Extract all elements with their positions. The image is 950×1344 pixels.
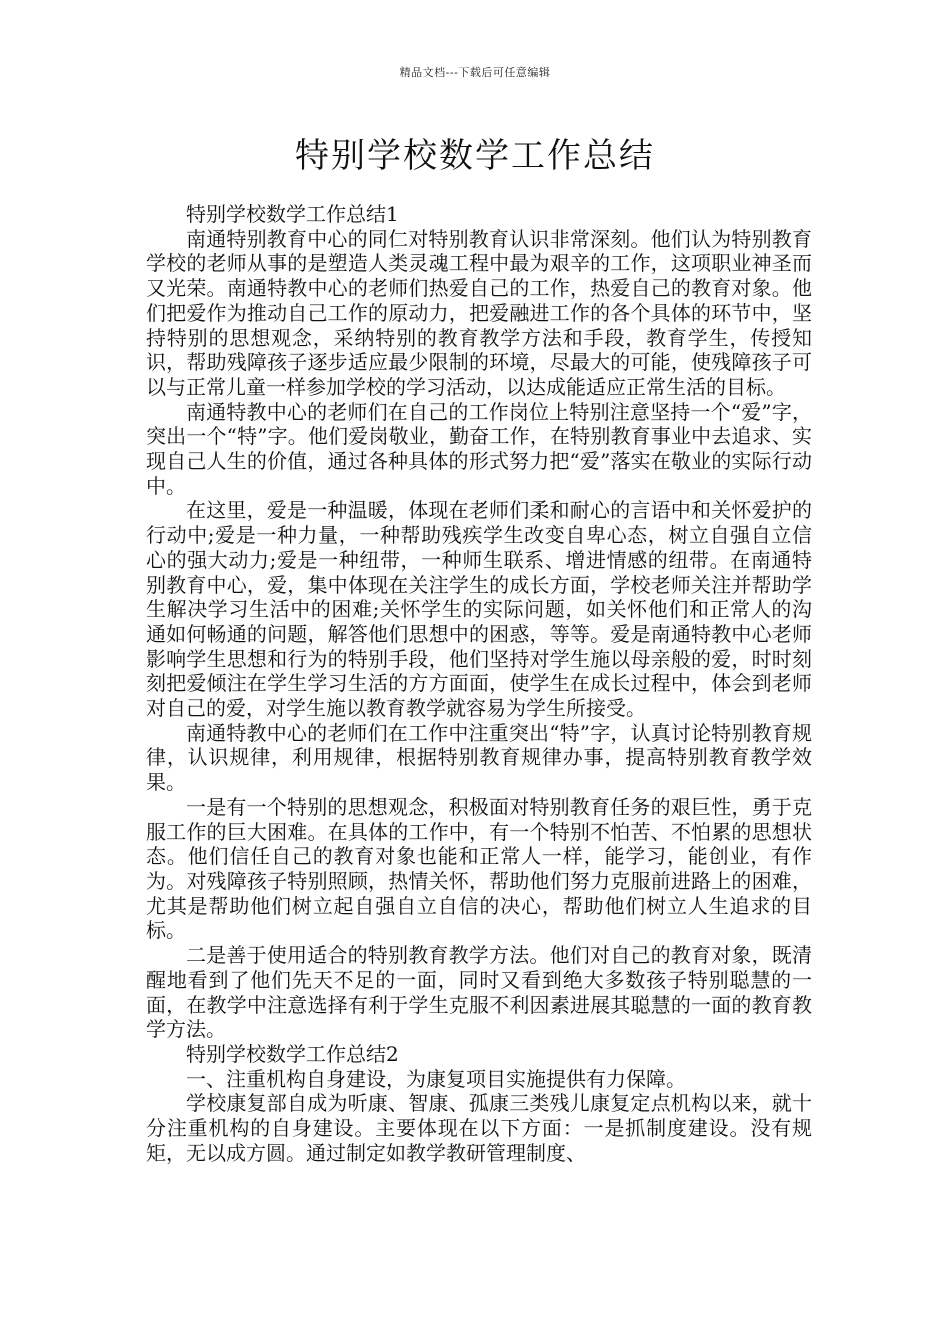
document-title: 特别学校数学工作总结 bbox=[295, 136, 655, 176]
paragraph: 一是有一个特别的思想观念，积极面对特别教育任务的艰巨性，勇于克服工作的巨大困难。在具体的工作中，有一个特别不怕苦、不怕累的思想状态。他们信任自己的教育对象也能和正常人一样，能学习，能创业，有作为。对残障孩子特别照顾，热情关怀，帮助他们努力克服前进路上的困难，尤其是帮助他们树立起自强自立自信的决心，帮助他们树立人生追求的目标。 bbox=[146, 794, 812, 943]
section-heading-2: 特别学校数学工作总结2 bbox=[186, 1041, 399, 1066]
document-body bbox=[146, 202, 812, 1165]
paragraph: 二是善于使用适合的特别教育教学方法。他们对自己的教育对象，既清醒地看到了他们先天不足的一面，同时又看到绝大多数孩子特别聪慧的一面，在教学中注意选择有利于学生克服不利因素进展其聪慧的一面的教育教学方法。 bbox=[146, 943, 812, 1042]
paragraph: 学校康复部自成为听康、智康、孤康三类残儿康复定点机构以来，就十分注重机构的自身建设。主要体现在以下方面：一是抓制度建设。没有规矩，无以成方圆。通过制定如教学教研管理制度、 bbox=[146, 1091, 812, 1165]
paragraph: 一、注重机构自身建设，为康复项目实施提供有力保障。 bbox=[186, 1066, 686, 1091]
paragraph: 南通特别教育中心的同仁对特别教育认识非常深刻。他们认为特别教育学校的老师从事的是塑造人类灵魂工程中最为艰辛的工作，这项职业神圣而又光荣。南通特教中心的老师们热爱自己的工作，热爱自己的教育对象。他们把爱作为推动自己工作的原动力，把爱融进工作的各个具体的环节中，坚持特别的思想观念，采纳特别的教育教学方法和手段，教育学生，传授知识，帮助残障孩子逐步适应最少限制的环境，尽最大的可能，使残障孩子可以与正常儿童一样参加学校的学习活动，以达成能适应正常生活的目标。 bbox=[146, 226, 812, 399]
paragraph: 南通特教中心的老师们在工作中注重突出“特”字，认真讨论特别教育规律，认识规律，利用规律，根据特别教育规律办事，提高特别教育教学效果。 bbox=[146, 720, 812, 795]
section-heading-1: 特别学校数学工作总结1 bbox=[186, 202, 399, 226]
paragraph: 在这里，爱是一种温暖，体现在老师们柔和耐心的言语中和关怀爱护的行动中;爱是一种力量，一种帮助残疾学生改变自卑心态，树立自强自立信心的强大动力;爱是一种纽带，一种师生联系、增进情感的纽带。在南通特别教育中心，爱，集中体现在关注学生的成长方面，学校老师关注并帮助学生解决学习生活中的困难;关怀学生的实际问题，如关怀他们和正常人的沟通如何畅通的问题，解答他们思想中的困惑，等等。爱是南通特教中心老师影响学生思想和行为的特别手段，他们坚持对学生施以母亲般的爱，时时刻刻把爱倾注在学生学习生活的方方面面，使学生在成长过程中，体会到老师对自己的爱，对学生施以教育教学就容易为学生所接受。 bbox=[146, 498, 812, 721]
paragraph: 南通特教中心的老师们在自己的工作岗位上特别注意坚持一个“爱”字，突出一个“特”字。他们爱岗敬业，勤奋工作，在特别教育事业中去追求、实现自己人生的价值，通过各种具体的形式努力把“爱”落实在敬业的实际行动中。 bbox=[146, 399, 812, 498]
header-note: 精品文档---下载后可任意编辑 bbox=[399, 66, 551, 79]
